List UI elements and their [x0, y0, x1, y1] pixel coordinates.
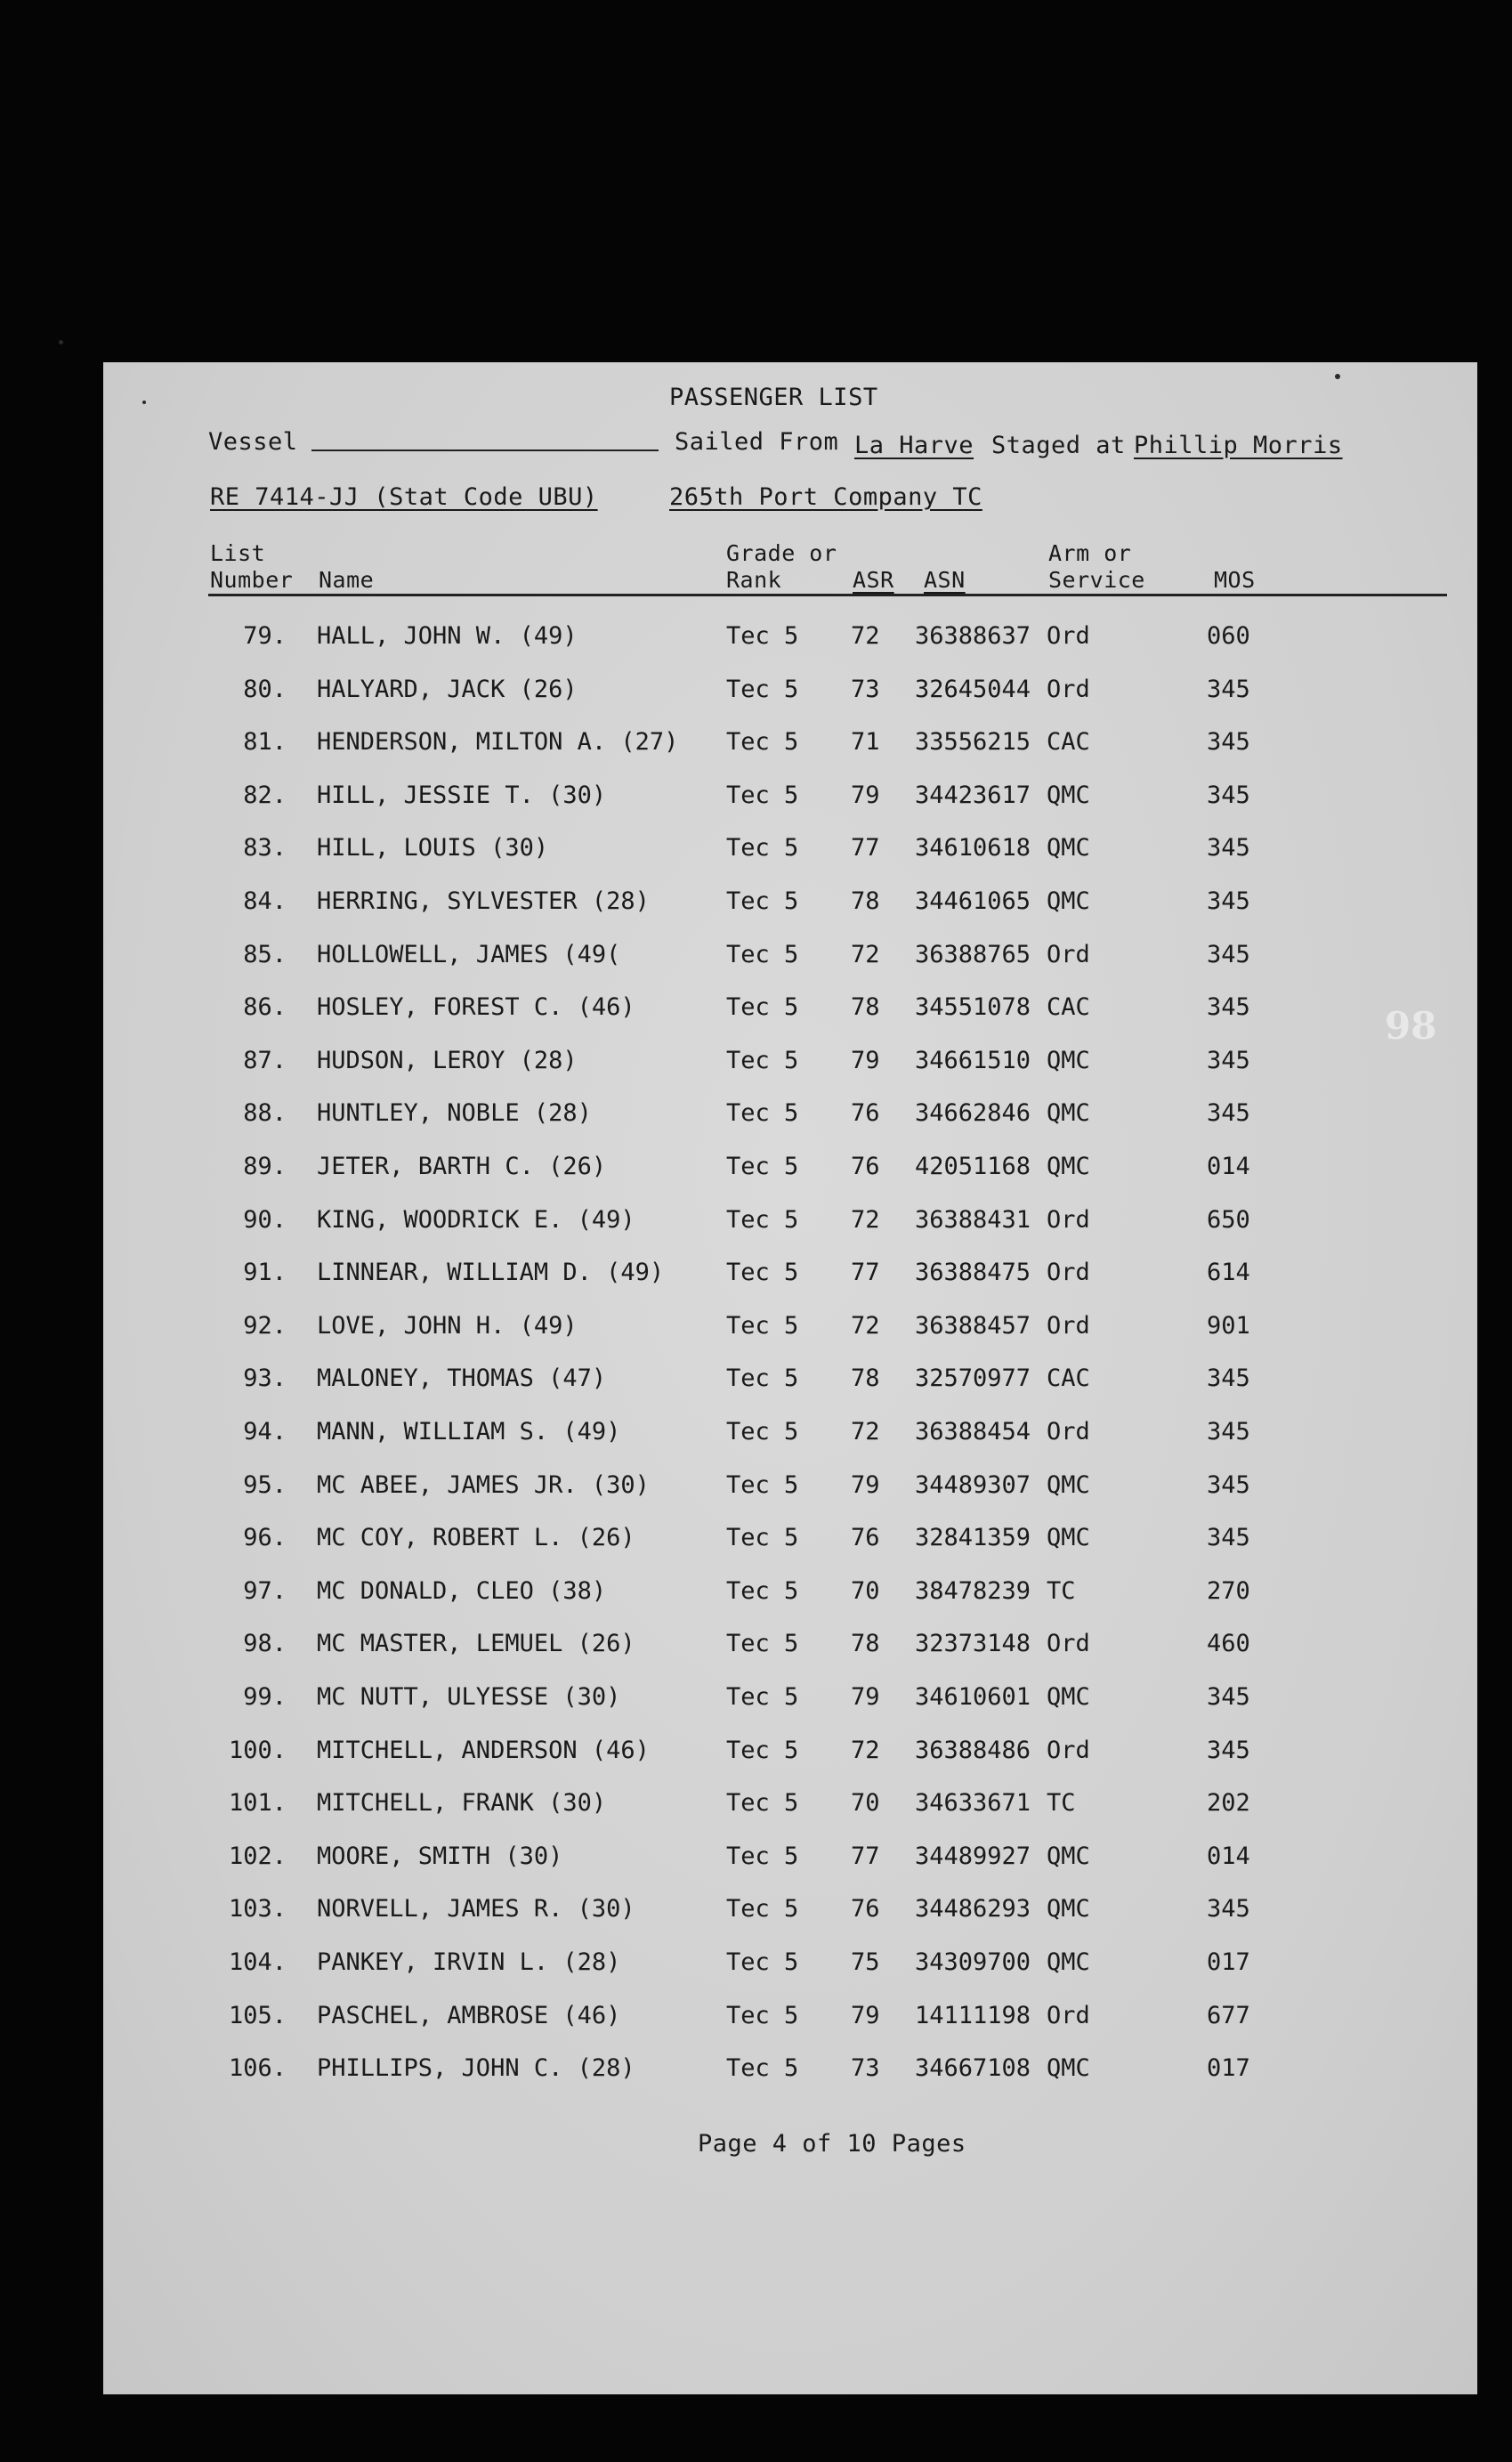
asn-cell: 33556215 [915, 728, 1031, 756]
vessel-blank-line [311, 449, 659, 451]
service-cell: QMC [1047, 1842, 1090, 1870]
service-cell: Ord [1047, 2002, 1090, 2029]
asr-cell: 78 [851, 1365, 880, 1392]
list-number-cell: 88. [243, 1099, 287, 1127]
list-number-cell: 91. [243, 1259, 287, 1286]
name-cell: HALYARD, JACK (26) [317, 676, 578, 703]
grade-cell: Tec 5 [726, 1259, 799, 1286]
name-cell: HALL, JOHN W. (49) [317, 622, 578, 650]
mos-cell: 345 [1207, 887, 1250, 915]
service-cell: Ord [1047, 1312, 1090, 1340]
table-row [103, 1206, 1477, 1242]
mos-cell: 345 [1207, 834, 1250, 862]
asn-cell: 34461065 [915, 887, 1031, 915]
name-cell: LINNEAR, WILLIAM D. (49) [317, 1259, 665, 1286]
service-cell: QMC [1047, 887, 1090, 915]
asr-cell: 79 [851, 1047, 880, 1074]
table-row [103, 1524, 1477, 1559]
name-cell: HOLLOWELL, JAMES (49( [317, 941, 621, 968]
sailed-from-value: La Harve [854, 432, 974, 459]
asn-cell: 38478239 [915, 1577, 1031, 1605]
asn-cell: 36388765 [915, 941, 1031, 968]
name-cell: PASCHEL, AMBROSE (46) [317, 2002, 621, 2029]
mos-cell: 345 [1207, 1365, 1250, 1392]
unit-code: RE 7414-JJ (Stat Code UBU) [210, 483, 598, 511]
table-row [103, 887, 1477, 923]
table-row [103, 622, 1477, 658]
asr-cell: 78 [851, 887, 880, 915]
table-row [103, 1577, 1477, 1613]
asr-cell: 70 [851, 1789, 880, 1817]
grade-cell: Tec 5 [726, 887, 799, 915]
mos-cell: 202 [1207, 1789, 1250, 1817]
name-cell: MITCHELL, ANDERSON (46) [317, 1737, 650, 1764]
table-row [103, 2054, 1477, 2090]
asn-cell: 36388486 [915, 1737, 1031, 1764]
asn-cell: 36388454 [915, 1418, 1031, 1446]
col-header-service: Arm or Service [1048, 540, 1145, 593]
grade-cell: Tec 5 [726, 1842, 799, 1870]
list-number-cell: 82. [243, 782, 287, 809]
asn-cell: 34633671 [915, 1789, 1031, 1817]
dust-speck [1335, 374, 1340, 379]
name-cell: HERRING, SYLVESTER (28) [317, 887, 650, 915]
list-number-cell: 98. [243, 1630, 287, 1657]
table-row [103, 2002, 1477, 2037]
table-row [103, 941, 1477, 976]
mos-cell: 345 [1207, 993, 1250, 1021]
asn-cell: 32841359 [915, 1524, 1031, 1551]
asn-cell: 34486293 [915, 1895, 1031, 1923]
asn-cell: 34667108 [915, 2054, 1031, 2082]
asr-cell: 79 [851, 2002, 880, 2029]
mos-cell: 650 [1207, 1206, 1250, 1234]
service-cell: CAC [1047, 728, 1090, 756]
grade-cell: Tec 5 [726, 1683, 799, 1711]
table-row [103, 676, 1477, 711]
list-number-cell: 85. [243, 941, 287, 968]
grade-cell: Tec 5 [726, 1524, 799, 1551]
page-indicator: Page 4 of 10 Pages [698, 2130, 966, 2158]
grade-cell: Tec 5 [726, 1312, 799, 1340]
table-row [103, 1153, 1477, 1188]
grade-cell: Tec 5 [726, 1206, 799, 1234]
grade-cell: Tec 5 [726, 1737, 799, 1764]
header-rule [208, 594, 1447, 596]
asn-cell: 32645044 [915, 676, 1031, 703]
grade-cell: Tec 5 [726, 622, 799, 650]
table-row [103, 1418, 1477, 1454]
table-row [103, 728, 1477, 764]
mos-cell: 345 [1207, 1683, 1250, 1711]
grade-cell: Tec 5 [726, 1365, 799, 1392]
asr-cell: 79 [851, 782, 880, 809]
asn-cell: 34610601 [915, 1683, 1031, 1711]
grade-cell: Tec 5 [726, 676, 799, 703]
grade-cell: Tec 5 [726, 941, 799, 968]
sailed-from-label: Sailed From [675, 428, 839, 456]
list-number-cell: 101. [228, 1789, 287, 1817]
asr-cell: 72 [851, 622, 880, 650]
mos-cell: 460 [1207, 1630, 1250, 1657]
list-number-cell: 100. [228, 1737, 287, 1764]
list-number-cell: 99. [243, 1683, 287, 1711]
mos-cell: 345 [1207, 1099, 1250, 1127]
mos-cell: 014 [1207, 1842, 1250, 1870]
asn-cell: 36388475 [915, 1259, 1031, 1286]
mos-cell: 614 [1207, 1259, 1250, 1286]
table-row [103, 1895, 1477, 1931]
asr-cell: 77 [851, 1259, 880, 1286]
grade-cell: Tec 5 [726, 834, 799, 862]
asr-cell: 76 [851, 1524, 880, 1551]
unit-name: 265th Port Company TC [669, 483, 982, 511]
service-cell: Ord [1047, 1206, 1090, 1234]
name-cell: NORVELL, JAMES R. (30) [317, 1895, 635, 1923]
asn-cell: 34489927 [915, 1842, 1031, 1870]
name-cell: MOORE, SMITH (30) [317, 1842, 563, 1870]
name-cell: MC MASTER, LEMUEL (26) [317, 1630, 635, 1657]
asn-cell: 32570977 [915, 1365, 1031, 1392]
mos-cell: 270 [1207, 1577, 1250, 1605]
document-title: PASSENGER LIST [669, 384, 878, 411]
service-cell: QMC [1047, 1099, 1090, 1127]
name-cell: JETER, BARTH C. (26) [317, 1153, 607, 1180]
list-number-cell: 102. [228, 1842, 287, 1870]
service-cell: Ord [1047, 1737, 1090, 1764]
table-row [103, 1683, 1477, 1719]
dust-speck [142, 401, 146, 404]
table-row [103, 834, 1477, 870]
grade-cell: Tec 5 [726, 993, 799, 1021]
table-row [103, 1737, 1477, 1772]
grade-cell: Tec 5 [726, 1418, 799, 1446]
asr-cell: 72 [851, 1312, 880, 1340]
asn-cell: 34423617 [915, 782, 1031, 809]
service-cell: CAC [1047, 993, 1090, 1021]
asr-cell: 75 [851, 1948, 880, 1976]
service-cell: Ord [1047, 1259, 1090, 1286]
table-row [103, 1259, 1477, 1294]
asn-cell: 34610618 [915, 834, 1031, 862]
passenger-list-sheet [103, 362, 1477, 2394]
name-cell: HUNTLEY, NOBLE (28) [317, 1099, 592, 1127]
service-cell: QMC [1047, 1895, 1090, 1923]
grade-cell: Tec 5 [726, 1471, 799, 1499]
mos-cell: 901 [1207, 1312, 1250, 1340]
service-cell: Ord [1047, 941, 1090, 968]
asr-cell: 78 [851, 1630, 880, 1657]
asn-cell: 14111198 [915, 2002, 1031, 2029]
name-cell: PANKEY, IRVIN L. (28) [317, 1948, 621, 1976]
mos-cell: 017 [1207, 2054, 1250, 2082]
staged-at-label: Staged at [991, 432, 1126, 459]
service-cell: CAC [1047, 1365, 1090, 1392]
asr-cell: 77 [851, 834, 880, 862]
grade-cell: Tec 5 [726, 1895, 799, 1923]
service-cell: QMC [1047, 1948, 1090, 1976]
asr-cell: 79 [851, 1471, 880, 1499]
list-number-cell: 95. [243, 1471, 287, 1499]
service-cell: Ord [1047, 1630, 1090, 1657]
list-number-cell: 79. [243, 622, 287, 650]
mos-cell: 345 [1207, 676, 1250, 703]
list-number-cell: 90. [243, 1206, 287, 1234]
table-row [103, 1365, 1477, 1400]
staged-at-value: Phillip Morris [1134, 432, 1343, 459]
service-cell: TC [1047, 1789, 1076, 1817]
name-cell: HUDSON, LEROY (28) [317, 1047, 578, 1074]
table-row [103, 1630, 1477, 1665]
asr-cell: 72 [851, 941, 880, 968]
list-number-cell: 86. [243, 993, 287, 1021]
asn-cell: 34309700 [915, 1948, 1031, 1976]
mos-cell: 677 [1207, 2002, 1250, 2029]
grade-cell: Tec 5 [726, 1153, 799, 1180]
table-row [103, 1047, 1477, 1082]
mos-cell: 014 [1207, 1153, 1250, 1180]
dust-speck [59, 340, 63, 344]
name-cell: MC DONALD, CLEO (38) [317, 1577, 607, 1605]
asn-cell: 34662846 [915, 1099, 1031, 1127]
table-row [103, 1842, 1477, 1878]
col-header-name: Name [319, 567, 375, 593]
name-cell: LOVE, JOHN H. (49) [317, 1312, 578, 1340]
col-header-asr: ASR [853, 567, 894, 593]
list-number-cell: 97. [243, 1577, 287, 1605]
service-cell: QMC [1047, 2054, 1090, 2082]
grade-cell: Tec 5 [726, 782, 799, 809]
mos-cell: 345 [1207, 728, 1250, 756]
grade-cell: Tec 5 [726, 1047, 799, 1074]
list-number-cell: 80. [243, 676, 287, 703]
list-number-cell: 87. [243, 1047, 287, 1074]
table-row [103, 993, 1477, 1029]
asr-cell: 76 [851, 1099, 880, 1127]
asn-cell: 34551078 [915, 993, 1031, 1021]
service-cell: Ord [1047, 1418, 1090, 1446]
asr-cell: 72 [851, 1418, 880, 1446]
name-cell: MANN, WILLIAM S. (49) [317, 1418, 621, 1446]
asr-cell: 71 [851, 728, 880, 756]
asr-cell: 70 [851, 1577, 880, 1605]
asr-cell: 72 [851, 1206, 880, 1234]
asr-cell: 72 [851, 1737, 880, 1764]
name-cell: HILL, LOUIS (30) [317, 834, 549, 862]
asn-cell: 32373148 [915, 1630, 1031, 1657]
mos-cell: 345 [1207, 1047, 1250, 1074]
table-row [103, 1312, 1477, 1348]
list-number-cell: 89. [243, 1153, 287, 1180]
list-number-cell: 81. [243, 728, 287, 756]
asr-cell: 73 [851, 676, 880, 703]
service-cell: Ord [1047, 622, 1090, 650]
list-number-cell: 105. [228, 2002, 287, 2029]
grade-cell: Tec 5 [726, 1630, 799, 1657]
grade-cell: Tec 5 [726, 1789, 799, 1817]
asr-cell: 73 [851, 2054, 880, 2082]
list-number-cell: 83. [243, 834, 287, 862]
service-cell: QMC [1047, 1524, 1090, 1551]
list-number-cell: 104. [228, 1948, 287, 1976]
mos-cell: 345 [1207, 1737, 1250, 1764]
col-header-mos: MOS [1214, 567, 1256, 593]
name-cell: PHILLIPS, JOHN C. (28) [317, 2054, 635, 2082]
name-cell: HOSLEY, FOREST C. (46) [317, 993, 635, 1021]
list-number-cell: 93. [243, 1365, 287, 1392]
name-cell: MALONEY, THOMAS (47) [317, 1365, 607, 1392]
mos-cell: 017 [1207, 1948, 1250, 1976]
name-cell: MC NUTT, ULYESSE (30) [317, 1683, 621, 1711]
name-cell: MC COY, ROBERT L. (26) [317, 1524, 635, 1551]
mos-cell: 345 [1207, 941, 1250, 968]
asn-cell: 34661510 [915, 1047, 1031, 1074]
service-cell: QMC [1047, 1471, 1090, 1499]
service-cell: QMC [1047, 1683, 1090, 1711]
table-row [103, 1789, 1477, 1825]
table-row [103, 1471, 1477, 1507]
mos-cell: 345 [1207, 1524, 1250, 1551]
asn-cell: 42051168 [915, 1153, 1031, 1180]
grade-cell: Tec 5 [726, 1577, 799, 1605]
list-number-cell: 84. [243, 887, 287, 915]
name-cell: HILL, JESSIE T. (30) [317, 782, 607, 809]
vessel-label: Vessel [208, 428, 298, 456]
mos-cell: 060 [1207, 622, 1250, 650]
list-number-cell: 106. [228, 2054, 287, 2082]
asr-cell: 77 [851, 1842, 880, 1870]
name-cell: MC ABEE, JAMES JR. (30) [317, 1471, 650, 1499]
list-number-cell: 94. [243, 1418, 287, 1446]
mos-cell: 345 [1207, 1895, 1250, 1923]
grade-cell: Tec 5 [726, 2002, 799, 2029]
service-cell: TC [1047, 1577, 1076, 1605]
asr-cell: 76 [851, 1153, 880, 1180]
grade-cell: Tec 5 [726, 728, 799, 756]
asn-cell: 36388457 [915, 1312, 1031, 1340]
grade-cell: Tec 5 [726, 1948, 799, 1976]
asr-cell: 78 [851, 993, 880, 1021]
grade-cell: Tec 5 [726, 2054, 799, 2082]
list-number-cell: 92. [243, 1312, 287, 1340]
page-stamp-number: 98 [1385, 1004, 1437, 1048]
col-header-asn: ASN [924, 567, 966, 593]
name-cell: HENDERSON, MILTON A. (27) [317, 728, 679, 756]
service-cell: QMC [1047, 1047, 1090, 1074]
asr-cell: 79 [851, 1683, 880, 1711]
table-row [103, 1099, 1477, 1135]
asr-cell: 76 [851, 1895, 880, 1923]
col-header-list-number: List Number [210, 540, 294, 593]
asn-cell: 34489307 [915, 1471, 1031, 1499]
service-cell: Ord [1047, 676, 1090, 703]
col-header-grade: Grade or Rank [726, 540, 837, 593]
mos-cell: 345 [1207, 1418, 1250, 1446]
service-cell: QMC [1047, 1153, 1090, 1180]
service-cell: QMC [1047, 834, 1090, 862]
asn-cell: 36388637 [915, 622, 1031, 650]
table-row [103, 782, 1477, 817]
asn-cell: 36388431 [915, 1206, 1031, 1234]
mos-cell: 345 [1207, 782, 1250, 809]
name-cell: MITCHELL, FRANK (30) [317, 1789, 607, 1817]
list-number-cell: 96. [243, 1524, 287, 1551]
table-row [103, 1948, 1477, 1984]
name-cell: KING, WOODRICK E. (49) [317, 1206, 635, 1234]
grade-cell: Tec 5 [726, 1099, 799, 1127]
list-number-cell: 103. [228, 1895, 287, 1923]
service-cell: QMC [1047, 782, 1090, 809]
mos-cell: 345 [1207, 1471, 1250, 1499]
